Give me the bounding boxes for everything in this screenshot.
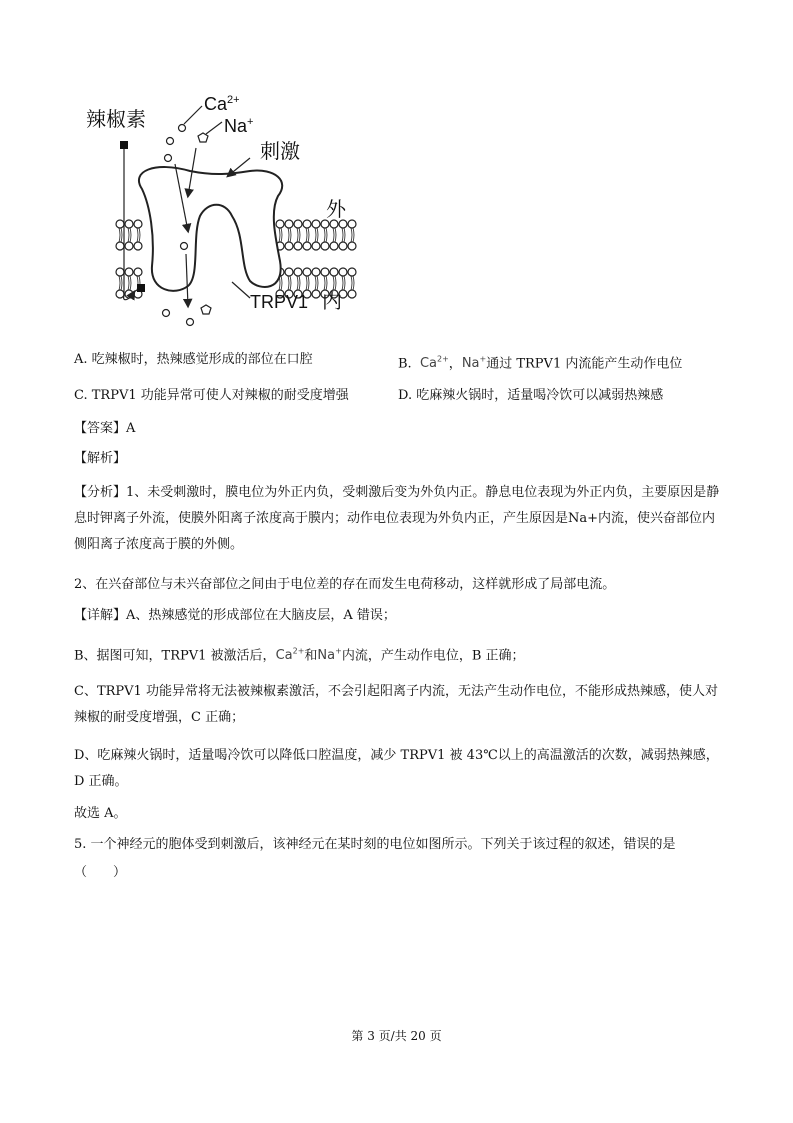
detail-c: C、TRPV1 功能异常将无法被辣椒素激活，不会引起阳离子内流，无法产生动作电位，不能形成热辣感，使人对辣椒的耐受度增强，C 正确； bbox=[74, 684, 718, 725]
lipid-head bbox=[116, 220, 124, 228]
lipid-head bbox=[348, 242, 356, 250]
lipid-head bbox=[303, 220, 311, 228]
capsaicin-square-bound bbox=[137, 284, 145, 292]
detail-a: 【详解】A、热辣感觉的形成部位在大脑皮层，A 错误； bbox=[74, 608, 396, 623]
lipid-head bbox=[348, 220, 356, 228]
lipid-head bbox=[348, 268, 356, 276]
ion-na: Na+ bbox=[461, 355, 487, 372]
lipid-tail bbox=[279, 228, 282, 242]
lipid-tail bbox=[315, 276, 318, 290]
lipid-head bbox=[134, 242, 142, 250]
question-5-paren: （ ） bbox=[74, 865, 127, 880]
option-b: B. $Ca^{2+}$，Na+通过 TRPV1 内流能产生动作电位 bbox=[398, 355, 683, 372]
lipid-head bbox=[312, 290, 320, 298]
lipid-head bbox=[348, 290, 356, 298]
lipid-tail bbox=[351, 276, 354, 290]
trpv1-diagram-svg bbox=[86, 86, 370, 336]
lipid-head bbox=[116, 268, 124, 276]
page-footer: 第 3 页/共 20 页 bbox=[351, 1029, 442, 1043]
lipid-tail bbox=[288, 276, 291, 290]
label-channel: TRPV1 bbox=[250, 292, 309, 312]
label-na: Na+ bbox=[224, 116, 254, 136]
lipid-tail bbox=[297, 228, 300, 242]
lipid-head bbox=[312, 220, 320, 228]
lipid-tail bbox=[324, 276, 327, 290]
detail-d: D、吃麻辣火锅时，适量喝冷饮可以降低口腔温度，减少 TRPV1 被 43℃以上的高温激活的次数，减弱热辣感，D 正确。 bbox=[74, 748, 719, 789]
lipid-head bbox=[321, 268, 329, 276]
lipid-tail bbox=[306, 228, 309, 242]
lipid-head bbox=[321, 242, 329, 250]
lipid-tail bbox=[333, 228, 336, 242]
lipid-head bbox=[285, 242, 293, 250]
label-capsaicin: 辣椒素 bbox=[86, 107, 146, 131]
lipid-head bbox=[294, 268, 302, 276]
ion-ca: $Ca^{2+}$ bbox=[419, 355, 449, 372]
analysis-title: 【解析】 bbox=[74, 451, 127, 466]
label-outside: 外 bbox=[326, 197, 346, 221]
lipid-head bbox=[330, 242, 338, 250]
lipid-head bbox=[321, 220, 329, 228]
lipid-head bbox=[312, 242, 320, 250]
trpv1-diagram bbox=[86, 86, 370, 336]
lipid-head bbox=[125, 220, 133, 228]
question-5: 5. 一个神经元的胞体受到刺激后，该神经元在某时刻的电位如图所示。下列关于该过程的叙述，错误的是 bbox=[74, 837, 676, 852]
lipid-head bbox=[276, 220, 284, 228]
lipid-tail bbox=[324, 228, 327, 242]
lipid-head bbox=[285, 220, 293, 228]
lipid-tail bbox=[119, 228, 122, 242]
lipid-head bbox=[303, 268, 311, 276]
analysis-paragraph-2: 2、在兴奋部位与未兴奋部位之间由于电位差的存在而发生电荷移动，这样就形成了局部电流。 bbox=[74, 577, 616, 592]
lipid-head bbox=[330, 268, 338, 276]
lipid-tail bbox=[342, 276, 345, 290]
lipid-tail bbox=[315, 228, 318, 242]
label-ca: $Ca^{2+}$ bbox=[204, 94, 240, 114]
lipid-head bbox=[294, 242, 302, 250]
label-stimulus: 刺激 bbox=[260, 139, 300, 163]
lipid-tail bbox=[119, 276, 122, 290]
lipid-head bbox=[125, 290, 133, 298]
lipid-head bbox=[116, 242, 124, 250]
lipid-tail bbox=[128, 276, 131, 290]
lipid-head bbox=[339, 220, 347, 228]
conclusion: 故选 A。 bbox=[74, 806, 127, 821]
analysis-paragraph-1: 【分析】1、未受刺激时，膜电位为外正内负，受刺激后变为外负内正。静息电位表现为外正内负，主要原因是静息时钾离子外流，使膜外阳离子浓度高于膜内；动作电位表现为外负内正，产生原因是Na+内流，使兴奋部位内侧阳离子浓度高于膜的外侧。 bbox=[74, 485, 720, 552]
capsaicin-square-top bbox=[120, 141, 128, 149]
option-d: D. 吃麻辣火锅时，适量喝冷饮可以减弱热辣感 bbox=[398, 388, 664, 403]
lipid-head bbox=[116, 290, 124, 298]
lipid-head bbox=[134, 220, 142, 228]
lipid-head bbox=[339, 268, 347, 276]
option-a: A. 吃辣椒时，热辣感觉形成的部位在口腔 bbox=[74, 352, 313, 367]
lipid-tail bbox=[137, 228, 140, 242]
label-inside: 内 bbox=[322, 289, 342, 313]
lipid-head bbox=[125, 242, 133, 250]
lipid-tail bbox=[128, 228, 131, 242]
lipid-head bbox=[294, 220, 302, 228]
lipid-tail bbox=[333, 276, 336, 290]
lipid-head bbox=[339, 242, 347, 250]
answer: 【答案】A bbox=[74, 421, 136, 436]
lipid-head bbox=[285, 268, 293, 276]
detail-b: B、据图可知，TRPV1 被激活后，$Ca^{2+}$和Na+内流，产生动作电位，B 正确； bbox=[74, 647, 525, 664]
trpv1-channel bbox=[139, 167, 282, 291]
lipid-head bbox=[312, 268, 320, 276]
lipid-tail bbox=[306, 276, 309, 290]
lipid-tail bbox=[342, 228, 345, 242]
lipid-tail bbox=[297, 276, 300, 290]
lipid-head bbox=[134, 268, 142, 276]
lipid-tail bbox=[351, 228, 354, 242]
lipid-head bbox=[125, 268, 133, 276]
option-c: C. TRPV1 功能异常可使人对辣椒的耐受度增强 bbox=[74, 388, 349, 403]
ca-ion bbox=[179, 125, 186, 132]
lipid-tail bbox=[288, 228, 291, 242]
lipid-head bbox=[330, 220, 338, 228]
lipid-head bbox=[303, 242, 311, 250]
